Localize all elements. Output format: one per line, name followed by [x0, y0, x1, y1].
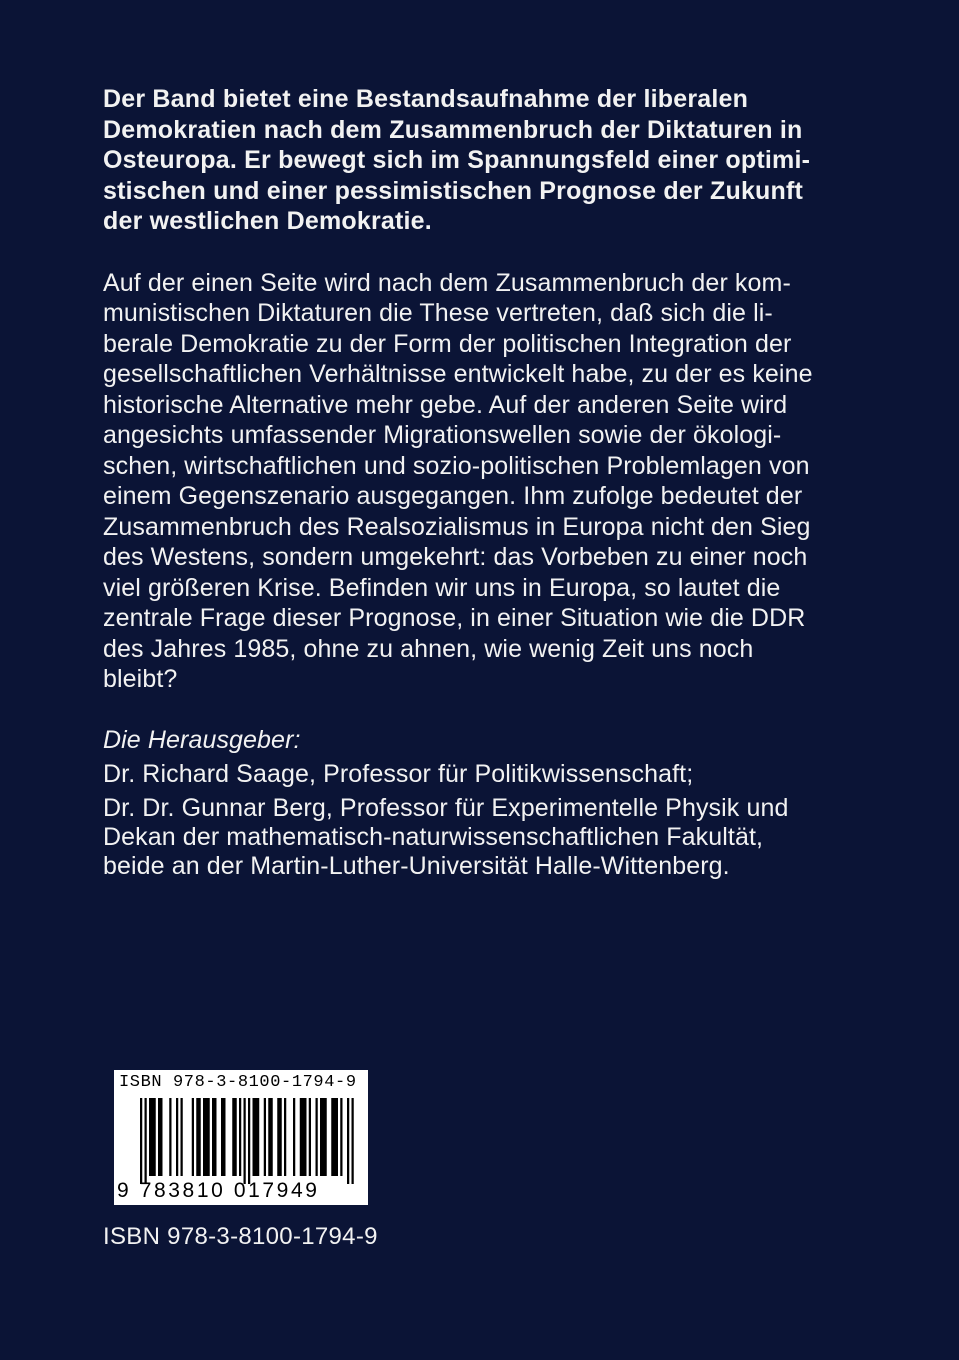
barcode-guard-bar — [352, 1098, 354, 1184]
barcode-bar — [293, 1098, 295, 1176]
body-line: des Jahres 1985, ohne zu ahnen, wie wenig Zeit uns noch — [103, 634, 754, 663]
body-line: Zusammenbruch des Realsozialismus in Europa nicht den Sieg — [103, 512, 811, 541]
barcode-bar — [264, 1098, 266, 1176]
isbn-footer: ISBN 978-3-8100-1794-9 — [103, 1223, 378, 1250]
barcode-bar — [221, 1098, 226, 1176]
barcode-bar — [309, 1098, 311, 1176]
editor-berg — [103, 794, 863, 881]
body-line: schen, wirtschaftlichen und sozio-politischen Problemlagen von — [103, 451, 810, 480]
body-line: gesellschaftlichen Verhältnisse entwickelt habe, zu der es keine — [103, 360, 813, 388]
barcode-bar — [316, 1098, 318, 1176]
editor-line: beide an der Martin-Luther-Universität Halle-Wittenberg. — [103, 851, 730, 880]
barcode-bar — [158, 1098, 163, 1176]
body-line: zentrale Frage dieser Prognose, in einer Situation wie die DDR — [103, 604, 806, 632]
barcode-bar — [196, 1098, 201, 1176]
barcode-bar — [268, 1098, 273, 1176]
body-line: viel größeren Krise. Befinden wir uns in Europa, so lautet die — [103, 573, 781, 602]
barcode-bar — [320, 1098, 327, 1176]
intro-line: stischen und einer pessimistischen Prognose der Zukunft — [103, 176, 804, 205]
barcode-bar — [176, 1098, 178, 1176]
barcode-bar — [203, 1098, 210, 1176]
barcode-bar — [212, 1098, 217, 1176]
body-paragraph — [103, 268, 863, 695]
barcode-bar — [232, 1098, 237, 1176]
barcode-bar — [284, 1098, 286, 1176]
intro-line: Der Band bietet eine Bestandsaufnahme der liberalen — [103, 85, 749, 113]
editor-line: Dr. Dr. Gunnar Berg, Professor für Experimentelle Physik und — [103, 793, 789, 822]
editor-saage — [103, 760, 863, 789]
barcode-guard-bar — [145, 1098, 147, 1184]
barcode-guard-bar — [244, 1098, 246, 1184]
intro-paragraph — [103, 84, 863, 237]
barcode-isbn-label: ISBN 978-3-8100-1794-9 — [119, 1073, 357, 1092]
body-line: des Westens, sondern umgekehrt: das Vorbeben zu einer noch — [103, 543, 808, 571]
body-line: Auf der einen Seite wird nach dem Zusammenbruch der kom- — [103, 268, 791, 297]
body-line: munistischen Diktaturen die These vertreten, daß sich die li- — [103, 299, 773, 327]
barcode-digits: 9 783810 017949 — [117, 1179, 320, 1202]
editors-label: Die Herausgeber: — [103, 725, 301, 754]
editor-line: Dekan der mathematisch-naturwissenschaftlichen Fakultät, — [103, 822, 764, 851]
barcode-bar — [300, 1098, 307, 1176]
barcode-bar — [169, 1098, 171, 1176]
barcode-bar — [331, 1098, 338, 1176]
barcode-guard-bar — [140, 1098, 142, 1184]
barcode — [114, 1070, 368, 1205]
editors-section — [103, 725, 863, 881]
barcode-guard-bar — [347, 1098, 349, 1184]
barcode-bar — [340, 1098, 342, 1176]
editor-line: Dr. Richard Saage, Professor für Politikwissenschaft; — [103, 759, 694, 788]
barcode-bar — [277, 1098, 282, 1176]
intro-line: Osteuropa. Er bewegt sich im Spannungsfeld einer optimi- — [103, 146, 811, 174]
body-line: angesichts umfassender Migrationswellen sowie der ökologi- — [103, 421, 782, 449]
body-line: berale Demokratie zu der Form der politischen Integration der — [103, 329, 792, 358]
intro-line: der westlichen Demokratie. — [103, 207, 432, 235]
body-line: historische Alternative mehr gebe. Auf der anderen Seite wird — [103, 390, 788, 419]
barcode-bar — [149, 1098, 156, 1176]
intro-line: Demokratien nach dem Zusammenbruch der Diktaturen in — [103, 115, 803, 144]
barcode-bar — [253, 1098, 260, 1176]
barcode-bar — [239, 1098, 241, 1176]
barcode-bar — [181, 1098, 183, 1176]
back-cover-text — [103, 84, 863, 881]
barcode-guard-bar — [248, 1098, 250, 1184]
body-line: bleibt? — [103, 665, 178, 693]
barcode-bar — [192, 1098, 194, 1176]
body-line: einem Gegenszenario ausgegangen. Ihm zufolge bedeutet der — [103, 482, 803, 510]
